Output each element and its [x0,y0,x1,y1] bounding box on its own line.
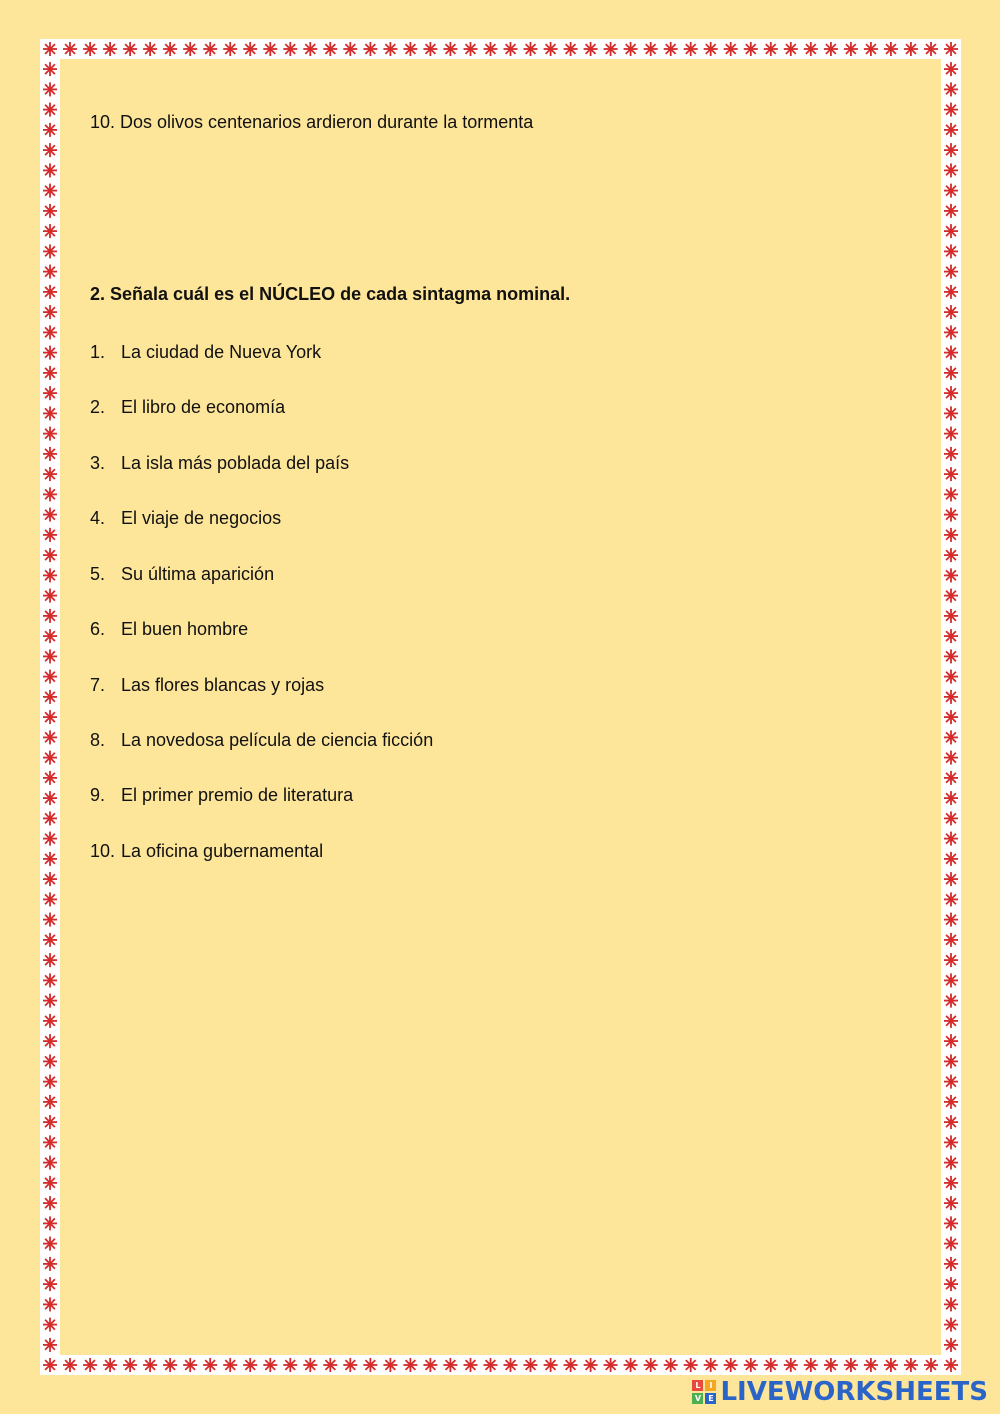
item-number: 8. [90,730,106,750]
list-item [90,841,323,862]
item-number: 3. [90,453,106,473]
liveworksheets-logo[interactable] [692,1378,988,1406]
list-item [90,342,321,363]
item-number: 5. [90,564,106,584]
logo-letter: V [692,1393,703,1404]
list-item [90,730,433,751]
item-text: El buen hombre [121,619,249,639]
item-text: La oficina gubernamental [121,841,324,861]
item-number: 6. [90,619,106,639]
liveworksheets-logo-icon [692,1380,716,1404]
item-text: Su última aparición [121,564,275,584]
logo-text: LIVEWORKSHEETS [720,1377,988,1407]
item-number: 7. [90,675,106,695]
logo-letter: L [692,1380,703,1391]
exercise1-sentence-10: 10. Dos olivos centenarios ardieron durante la tormenta [90,112,534,132]
logo-letter: E [705,1393,716,1404]
item-number: 4. [90,508,106,528]
item-number: 9. [90,785,106,805]
list-item [90,508,281,529]
list-item [90,675,324,696]
exercise2-heading: 2. Señala cuál es el NÚCLEO de cada sintagma nominal. [90,284,571,304]
list-item [90,564,274,585]
list-item [90,453,349,474]
item-text: La ciudad de Nueva York [121,342,322,362]
item-text: Las flores blancas y rojas [121,675,325,695]
item-number: 2. [90,397,106,417]
list-item [90,619,248,640]
item-text: El primer premio de literatura [121,785,354,805]
item-text: El viaje de negocios [121,508,282,528]
item-text: La isla más poblada del país [121,453,350,473]
item-text: La novedosa película de ciencia ficción [121,730,434,750]
list-item [90,397,285,418]
item-text: El libro de economía [121,397,286,417]
list-item [90,785,353,806]
logo-letter: I [705,1380,716,1391]
item-number: 1. [90,342,106,362]
item-number: 10. [90,841,116,861]
